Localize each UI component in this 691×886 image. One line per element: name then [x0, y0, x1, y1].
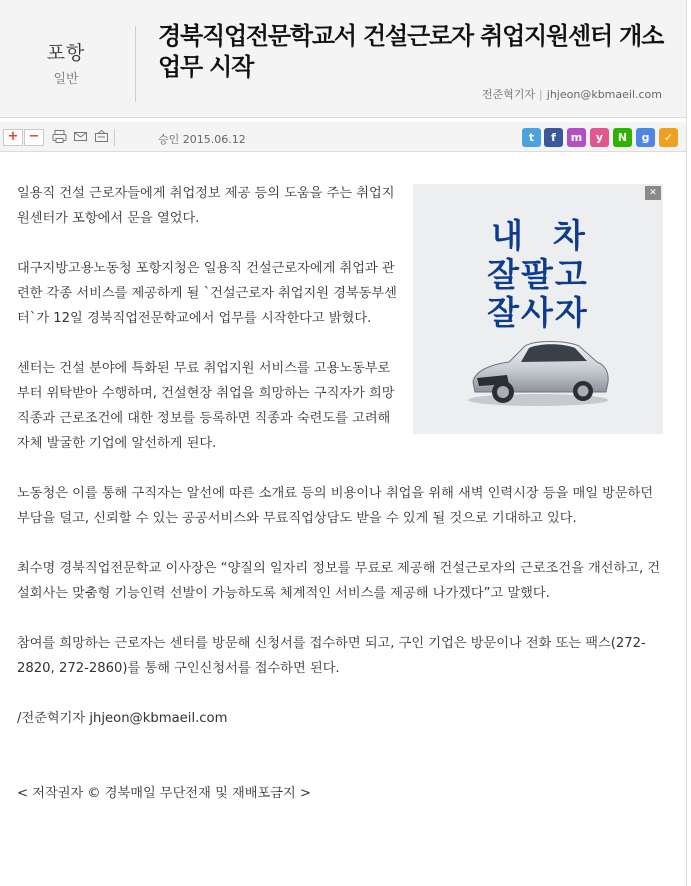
- ad-text-line1: 내차: [491, 216, 615, 255]
- print-icon[interactable]: [51, 129, 68, 146]
- ad-text-line3: 잘사자: [487, 293, 589, 332]
- article-body: [17, 181, 665, 806]
- byline: [482, 86, 662, 102]
- page-title: 경북직업전문학교서 건설근로자 취업지원센터 개소 업무 시작: [158, 22, 664, 81]
- twitter-icon[interactable]: t: [522, 128, 541, 147]
- byline-separator: |: [539, 88, 543, 101]
- category-main[interactable]: 포항: [46, 42, 86, 64]
- reporter-name: 전준혁기자: [481, 88, 536, 101]
- ad-text-line2: 잘팔고: [487, 255, 589, 294]
- divider: [135, 26, 136, 102]
- article-paragraph: 일용직 건설 근로자들에게 취업정보 제공 등의 도움을 주는 취업지원센터가 포항에서 문을 열었다.: [17, 186, 395, 226]
- category-sub[interactable]: 일반: [53, 72, 79, 87]
- article-paragraph: 참여를 희망하는 근로자는 센터를 방문해 신청서를 접수하면 되고, 구인 기업은 방문이나 전화 또는 팩스(272-2820, 272-2860)를 통해 구인신청서를 접수하면 된다.: [17, 636, 646, 676]
- article-paragraph: 노동청은 이를 통해 구직자는 알선에 따른 소개료 등의 비용이나 취업을 위해 새벽 인력시장 등을 매일 방문하던 부담을 덜고, 신뢰할 수 있는 공공서비스와 무료직업상담도 받을 수 있게 될 것으로 기대하고 있다.: [17, 486, 654, 526]
- ad-close-icon[interactable]: ✕: [645, 186, 661, 200]
- category: [20, 38, 112, 87]
- me2day-icon[interactable]: m: [567, 128, 586, 147]
- article-toolbar: [0, 122, 686, 152]
- font-increase-button[interactable]: +: [3, 129, 23, 146]
- font-decrease-button[interactable]: −: [24, 129, 44, 146]
- frame-border: [686, 0, 687, 886]
- approval-date: 승인 2015.06.12: [158, 133, 246, 146]
- copyright-notice: < 저작권자 © 경북매일 무단전재 및 재배포금지 >: [17, 786, 311, 801]
- naver-icon[interactable]: N: [613, 128, 632, 147]
- article-header: [0, 0, 686, 118]
- article-paragraph: 센터는 건설 분야에 특화된 무료 취업지원 서비스를 고용노동부로부터 위탁받아 수행하며, 건설현장 취업을 희망하는 구직자가 희망직종과 근로조건에 대한 정보를 등록하면 직종과 숙련도를 고려해 자체 발굴한 기업에 알선하게 된다.: [17, 361, 395, 451]
- article-signature: /전준혁기자 jhjeon@kbmaeil.com: [17, 711, 228, 726]
- bookmark-icon[interactable]: ✓: [659, 128, 678, 147]
- facebook-icon[interactable]: f: [544, 128, 563, 147]
- toolbar-separator: [114, 129, 115, 146]
- article-paragraph: 최수명 경북직업전문학교 이사장은 “양질의 일자리 정보를 무료로 제공해 건설근로자의 근로조건을 개선하고, 건설회사는 맞춤형 기능인력 선발이 가능하도록 체계적인 서비스를 제공해 나가겠다”고 말했다.: [17, 561, 661, 601]
- yozm-icon[interactable]: y: [590, 128, 609, 147]
- reporter-email[interactable]: jhjeon@kbmaeil.com: [546, 88, 662, 101]
- article-paragraph: 대구지방고용노동청 포항지청은 일용직 건설근로자에게 취업과 관련한 각종 서비스를 제공하게 될 `건설근로자 취업지원 경북동부센터`가 12일 경북직업전문학교에서 업무를 시작한다고 밝혔다.: [17, 261, 397, 326]
- scrap-icon[interactable]: [93, 129, 110, 146]
- email-icon[interactable]: [72, 129, 89, 146]
- google-icon[interactable]: g: [636, 128, 655, 147]
